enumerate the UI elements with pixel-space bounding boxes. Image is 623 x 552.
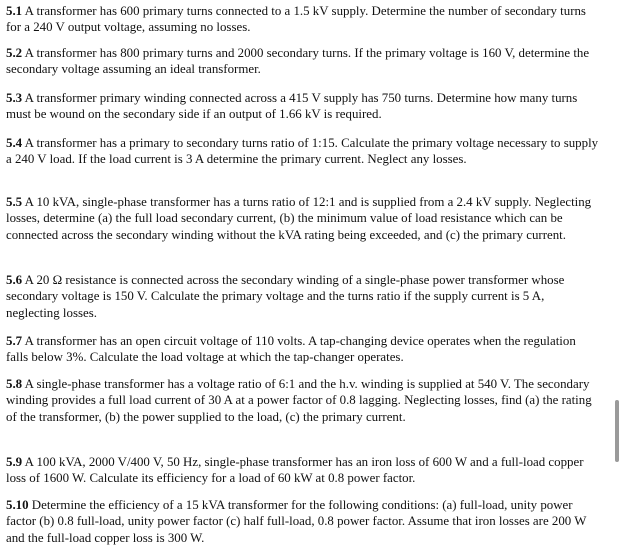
problem-text: A transformer has 800 primary turns and 2000 secondary turns. If the primary voltage is 160 V, determine the secondary voltage assuming an ideal transformer.	[6, 46, 590, 77]
problem-text: A 10 kVA, single-phase transformer has a turns ratio of 12:1 and is supplied from a 2.4 kV supply. Neglecting losses, determine (a) the full load secondary current, (b) the minimum value of load resistance which can be connected across the secondary winding without the kVA rating being exceeded, and (c) the primary current.	[6, 195, 592, 242]
problem-5-6	[6, 272, 600, 321]
problem-number: 5.8	[6, 377, 23, 391]
problem-number: 5.10	[6, 498, 29, 512]
problem-text: A 100 kVA, 2000 V/400 V, 50 Hz, single-phase transformer has an iron loss of 600 W and a full-load copper loss of 1600 W. Calculate its efficiency for a load of 60 kW at 0.8 power factor.	[6, 455, 584, 486]
problem-text: A transformer has an open circuit voltage of 110 volts. A tap-changing device operates when the regulation falls below 3%. Calculate the load voltage at which the tap-changer operates.	[6, 334, 576, 365]
problem-5-8	[6, 376, 600, 425]
problem-number: 5.7	[6, 334, 23, 348]
problem-5-9	[6, 454, 600, 487]
problem-text: A 20 Ω resistance is connected across the secondary winding of a single-phase power transformer whose secondary voltage is 150 V. Calculate the primary voltage and the turns ratio if the supply current is 5 A, neglecting losses.	[6, 273, 565, 320]
problem-text: Determine the efficiency of a 15 kVA transformer for the following conditions: (a) full-load, unity power factor (b) 0.8 full-load, unity power factor (c) half full-load, 0.8 power factor. Assume that iron losses are 200 W and the full-load copper loss is 300 W.	[6, 498, 587, 545]
problem-number: 5.9	[6, 455, 23, 469]
problem-5-5	[6, 194, 600, 243]
problem-5-4	[6, 135, 600, 168]
problem-text: A transformer has a primary to secondary turns ratio of 1:15. Calculate the primary voltage necessary to supply a 240 V load. If the load current is 3 A determine the primary current. Neglect any losses.	[6, 136, 599, 167]
problem-number: 5.3	[6, 91, 23, 105]
problem-number: 5.6	[6, 273, 23, 287]
problem-text: A transformer primary winding connected across a 415 V supply has 750 turns. Determine how many turns must be wound on the secondary side if an output of 1.66 kV is required.	[6, 91, 578, 122]
problem-text: A single-phase transformer has a voltage ratio of 6:1 and the h.v. winding is supplied at 540 V. The secondary winding provides a full load current of 30 A at a power factor of 0.8 lagging. Neglecting losses, find (a) the rating of the transformer, (b) the power supplied to the load, (c) the primary current.	[6, 377, 592, 424]
scrollbar-thumb[interactable]	[615, 400, 619, 462]
problem-text: A transformer has 600 primary turns connected to a 1.5 kV supply. Determine the number of secondary turns for a 240 V output voltage, assuming no losses.	[6, 4, 586, 35]
problem-number: 5.4	[6, 136, 23, 150]
problem-5-7	[6, 333, 600, 366]
problem-5-3	[6, 90, 600, 123]
problem-5-1	[6, 3, 600, 36]
problem-number: 5.2	[6, 46, 23, 60]
problem-number: 5.1	[6, 4, 23, 18]
problem-5-10	[6, 497, 600, 546]
problem-number: 5.5	[6, 195, 23, 209]
problem-5-2	[6, 45, 600, 78]
